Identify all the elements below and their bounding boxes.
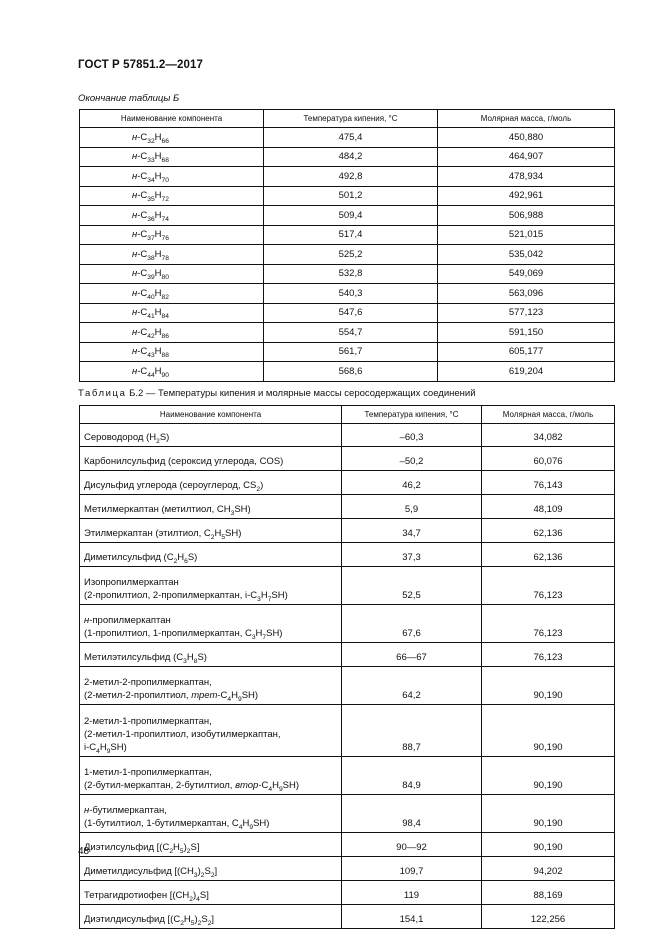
- page-number: 48: [78, 846, 90, 857]
- molar-mass-cell: 76,143: [482, 471, 615, 495]
- table-row: [80, 167, 615, 187]
- table-b2-caption: [78, 388, 476, 399]
- molar-mass-cell: 90,190: [482, 667, 615, 705]
- alkanes-table-body: [80, 128, 615, 382]
- formula-subscript: 7: [262, 634, 267, 641]
- name-text-part: H: [99, 742, 107, 753]
- component-name-cell: [80, 881, 342, 905]
- table-row: [80, 284, 615, 304]
- molar-mass-cell: 591,150: [438, 323, 615, 343]
- molar-mass-cell: 549,069: [438, 264, 615, 284]
- boiling-point-cell: 517,4: [264, 225, 438, 245]
- table-row: [80, 605, 615, 643]
- molar-mass-cell: 478,934: [438, 167, 615, 187]
- formula-subscript: 4: [196, 896, 200, 903]
- boiling-point-cell: 547,6: [264, 303, 438, 323]
- boiling-point-cell: 52,5: [342, 567, 482, 605]
- component-name-cell: $н-C_{44}H_{90}$: [80, 362, 264, 382]
- name-text-part: ): [260, 480, 264, 491]
- name-text-part: Тетрагидротиофен [(CH: [84, 890, 190, 901]
- table-row: [80, 495, 615, 519]
- name-text-part: H: [186, 652, 194, 663]
- molar-mass-cell: 535,042: [438, 245, 615, 265]
- document-header: ГОСТ Р 57851.2—2017: [78, 59, 203, 71]
- name-text-part: SH): [241, 690, 259, 701]
- name-text-part: Изопропилмеркаптан: [84, 577, 179, 588]
- formula-subscript: 4: [268, 786, 273, 793]
- formula-subscript: 2: [186, 848, 191, 855]
- boiling-point-cell: 561,7: [264, 342, 438, 362]
- formula-subscript: 4: [227, 696, 232, 703]
- table-row: [80, 342, 615, 362]
- formula-subscript: 2: [173, 558, 178, 565]
- name-text-part: (1-бутилтиол, 1-бутилмеркаптан, C: [84, 818, 239, 829]
- sulfur-compounds-table-body: [80, 424, 615, 929]
- boiling-point-cell: 64,2: [342, 667, 482, 705]
- component-name-cell: $н-C_{42}H_{86}$: [80, 323, 264, 343]
- component-name-cell: [80, 471, 342, 495]
- table-row: [80, 795, 615, 833]
- name-text-part: -бутилмеркаптан,: [89, 805, 167, 816]
- formula-subscript: 5: [221, 534, 226, 541]
- component-name-cell: [80, 795, 342, 833]
- name-text-part: SH): [266, 628, 283, 639]
- component-name-cell: [80, 605, 342, 643]
- table-row: [80, 471, 615, 495]
- hydrogen-count: 82: [161, 293, 169, 301]
- molar-mass-cell: 450,880: [438, 128, 615, 148]
- table-row: [80, 362, 615, 382]
- formula-subscript: 9: [237, 696, 242, 703]
- hydrogen-count: 78: [161, 254, 169, 262]
- component-name-cell: [80, 447, 342, 471]
- name-italic-part: втор: [235, 780, 259, 791]
- molar-mass-cell: 76,123: [482, 643, 615, 667]
- hydrogen-count: 84: [161, 313, 169, 321]
- normal-prefix: н: [132, 365, 138, 377]
- molar-mass-cell: 94,202: [482, 857, 615, 881]
- name-text-part: Диметилсульфид (C: [84, 552, 174, 563]
- component-name-cell: [80, 495, 342, 519]
- formula-subscript: 2: [200, 872, 205, 879]
- name-text-part: SH): [225, 528, 242, 539]
- name-text-part: Дисульфид углерода (сероуглерод, CS: [84, 480, 257, 491]
- component-name-cell: $н-C_{37}H_{76}$: [80, 225, 264, 245]
- formula-subscript: 2: [169, 848, 174, 855]
- component-name-cell: [80, 543, 342, 567]
- formula-subscript: 2: [189, 896, 193, 903]
- name-text-part: (2-метил-1-пропилтиол, изобутилмеркаптан,: [84, 729, 281, 740]
- formula-subscript: 3: [257, 596, 261, 603]
- carbon-count: 43: [147, 352, 155, 360]
- boiling-point-cell: 109,7: [342, 857, 482, 881]
- carbon-count: 37: [147, 235, 155, 243]
- column-header-molar-mass: Молярная масса, г/моль: [482, 406, 615, 424]
- formula-subscript: 9: [106, 748, 111, 755]
- carbon-count: 32: [147, 137, 155, 145]
- boiling-point-cell: 67,6: [342, 605, 482, 643]
- boiling-point-cell: 568,6: [264, 362, 438, 382]
- hydrogen-count: 68: [161, 157, 169, 165]
- name-text-part: H: [242, 818, 250, 829]
- molar-mass-cell: 521,015: [438, 225, 615, 245]
- name-text-part: S]: [199, 890, 209, 901]
- boiling-point-cell: –60,3: [342, 424, 482, 447]
- sulfur-compounds-table: [79, 405, 615, 929]
- component-name-cell: [80, 833, 342, 857]
- boiling-point-cell: 492,8: [264, 167, 438, 187]
- hydrogen-count: 88: [161, 352, 169, 360]
- boiling-point-cell: 525,2: [264, 245, 438, 265]
- table-row: [80, 519, 615, 543]
- boiling-point-cell: 540,3: [264, 284, 438, 304]
- boiling-point-cell: 46,2: [342, 471, 482, 495]
- molar-mass-cell: 90,190: [482, 705, 615, 757]
- hydrogen-count: 90: [161, 371, 169, 379]
- table-row: [80, 225, 615, 245]
- normal-prefix: н: [132, 268, 138, 280]
- table-caption-label: Таблица: [78, 388, 127, 399]
- formula-subscript: 3: [251, 634, 256, 641]
- carbon-count: 36: [147, 215, 155, 223]
- formula-subscript: 2: [256, 486, 261, 493]
- normal-prefix: н: [132, 287, 138, 299]
- molar-mass-cell: 76,123: [482, 605, 615, 643]
- table-row: [80, 905, 615, 929]
- molar-mass-cell: 60,076: [482, 447, 615, 471]
- component-name-cell: [80, 567, 342, 605]
- table-row: [80, 643, 615, 667]
- name-text-part: 2-метил-2-пропилмеркаптан,: [84, 677, 212, 688]
- name-text-part: H: [272, 780, 279, 791]
- boiling-point-cell: 119: [342, 881, 482, 905]
- name-text-part: H: [183, 914, 191, 925]
- name-text-part: SH): [271, 590, 288, 601]
- table-row: [80, 543, 615, 567]
- name-text-part: Диэтилдисульфид [(C: [84, 914, 181, 925]
- normal-prefix: н: [132, 248, 138, 260]
- name-text-part: S): [197, 652, 207, 663]
- table-header-row: [80, 110, 615, 128]
- table-row: [80, 881, 615, 905]
- table-continuation-caption: Окончание таблицы Б: [78, 93, 180, 104]
- name-text-part: SH): [234, 504, 251, 515]
- table-row: [80, 147, 615, 167]
- name-italic-part: трет: [191, 690, 218, 701]
- component-name-cell: $н-C_{35}H_{72}$: [80, 186, 264, 206]
- carbon-count: 42: [147, 332, 155, 340]
- molar-mass-cell: 90,190: [482, 795, 615, 833]
- molar-mass-cell: 605,177: [438, 342, 615, 362]
- formula-subscript: 5: [179, 848, 184, 855]
- carbon-count: 38: [147, 254, 155, 262]
- name-text-part: S): [187, 552, 198, 563]
- name-text-part: H: [173, 842, 180, 853]
- component-name-cell: $н-C_{39}H_{80}$: [80, 264, 264, 284]
- molar-mass-cell: 48,109: [482, 495, 615, 519]
- boiling-point-cell: 509,4: [264, 206, 438, 226]
- name-text-part: Диметилдисульфид [(CH: [84, 866, 194, 877]
- name-text-part: S): [159, 432, 170, 443]
- component-name-cell: [80, 905, 342, 929]
- boiling-point-cell: 66—67: [342, 643, 482, 667]
- formula-subscript: 4: [96, 748, 100, 755]
- table-row: [80, 705, 615, 757]
- hydrogen-count: 86: [161, 332, 169, 340]
- name-text-part: Сероводород (H: [84, 432, 157, 443]
- name-text-part: -C: [217, 690, 228, 701]
- formula-subscript: 2: [210, 872, 215, 879]
- hydrogen-count: 80: [161, 274, 169, 282]
- boiling-point-cell: 532,8: [264, 264, 438, 284]
- name-text-part: SH): [282, 780, 300, 791]
- name-text-part: S: [204, 866, 211, 877]
- component-name-cell: $н-C_{41}H_{84}$: [80, 303, 264, 323]
- name-text-part: ): [192, 890, 197, 901]
- table-row: [80, 567, 615, 605]
- boiling-point-cell: 554,7: [264, 323, 438, 343]
- name-text-part: Диэтилсульфид [(C: [84, 842, 170, 853]
- formula-subscript: 6: [184, 558, 188, 565]
- normal-prefix: н: [132, 131, 138, 143]
- component-name-cell: $н-C_{43}H_{88}$: [80, 342, 264, 362]
- hydrogen-count: 72: [161, 196, 169, 204]
- name-text-part: H: [177, 552, 185, 563]
- normal-prefix: н: [132, 307, 138, 319]
- name-text-part: ]: [211, 914, 215, 925]
- formula-subscript: 2: [156, 438, 160, 445]
- hydrogen-count: 66: [161, 137, 169, 145]
- column-header-molar-mass: Молярная масса, г/моль: [438, 110, 615, 128]
- table-header-row: [80, 406, 615, 424]
- table-row: [80, 424, 615, 447]
- boiling-point-cell: 84,9: [342, 757, 482, 795]
- molar-mass-cell: 506,988: [438, 206, 615, 226]
- molar-mass-cell: 492,961: [438, 186, 615, 206]
- table-row: [80, 303, 615, 323]
- formula-subscript: 2: [180, 920, 184, 927]
- name-text-part: ]: [214, 866, 218, 877]
- name-text-part: S: [201, 914, 208, 925]
- normal-prefix: н: [132, 209, 138, 221]
- name-text-part: H: [214, 528, 222, 539]
- molar-mass-cell: 90,190: [482, 757, 615, 795]
- name-text-part: ): [183, 842, 187, 853]
- column-header-name: Наименование компонента: [80, 110, 264, 128]
- carbon-count: 41: [147, 313, 155, 321]
- boiling-point-cell: 98,4: [342, 795, 482, 833]
- formula-subscript: 2: [210, 534, 215, 541]
- normal-prefix: н: [132, 190, 138, 202]
- boiling-point-cell: –50,2: [342, 447, 482, 471]
- table-row: [80, 757, 615, 795]
- name-italic-part: н: [84, 805, 90, 816]
- formula-subscript: 2: [207, 920, 212, 927]
- name-text-part: i-C: [84, 742, 97, 753]
- alkanes-table: [79, 109, 615, 382]
- table-row: [80, 857, 615, 881]
- boiling-point-cell: 484,2: [264, 147, 438, 167]
- formula-subscript: 8: [193, 658, 198, 665]
- boiling-point-cell: 475,4: [264, 128, 438, 148]
- name-text-part: S]: [190, 842, 200, 853]
- column-header-name: Наименование компонента: [80, 406, 342, 424]
- molar-mass-cell: 563,096: [438, 284, 615, 304]
- name-text-part: Метилмеркаптан (метилтиол, CH: [84, 504, 231, 515]
- component-name-cell: [80, 757, 342, 795]
- boiling-point-cell: 90—92: [342, 833, 482, 857]
- table-row: [80, 323, 615, 343]
- molar-mass-cell: 62,136: [482, 519, 615, 543]
- name-text-part: (2-метил-2-пропилтиол,: [84, 690, 192, 701]
- component-name-cell: $н-C_{34}H_{70}$: [80, 167, 264, 187]
- component-name-cell: [80, 667, 342, 705]
- formula-subscript: 3: [183, 658, 187, 665]
- molar-mass-cell: 62,136: [482, 543, 615, 567]
- name-text-part: ): [197, 866, 201, 877]
- boiling-point-cell: 88,7: [342, 705, 482, 757]
- formula-subscript: 4: [238, 824, 243, 831]
- name-text-part: SH): [110, 742, 127, 753]
- name-text-part: (1-пропилтиол, 1-пропилмеркаптан, C: [84, 628, 252, 639]
- table-row: [80, 245, 615, 265]
- molar-mass-cell: 122,256: [482, 905, 615, 929]
- name-text-part: H: [255, 628, 263, 639]
- formula-subscript: 5: [190, 920, 195, 927]
- component-name-cell: [80, 857, 342, 881]
- component-name-cell: [80, 705, 342, 757]
- component-name-cell: [80, 643, 342, 667]
- formula-subscript: 9: [249, 824, 254, 831]
- name-text-part: Этилмеркаптан (этилтиол, C: [84, 528, 211, 539]
- normal-prefix: н: [132, 326, 138, 338]
- normal-prefix: н: [132, 346, 138, 358]
- column-header-boiling-point: Температура кипения, °С: [342, 406, 482, 424]
- name-text-part: H: [231, 690, 238, 701]
- name-text-part: 1-метил-1-пропилмеркаптан,: [84, 767, 212, 778]
- column-header-boiling-point: Температура кипения, °С: [264, 110, 438, 128]
- hydrogen-count: 70: [161, 176, 169, 184]
- name-text-part: H: [260, 590, 268, 601]
- carbon-count: 39: [147, 274, 155, 282]
- component-name-cell: [80, 519, 342, 543]
- name-italic-part: н: [84, 615, 90, 626]
- molar-mass-cell: 90,190: [482, 833, 615, 857]
- normal-prefix: н: [132, 170, 138, 182]
- component-name-cell: $н-C_{38}H_{78}$: [80, 245, 264, 265]
- carbon-count: 34: [147, 176, 155, 184]
- table-row: [80, 128, 615, 148]
- molar-mass-cell: 88,169: [482, 881, 615, 905]
- table-row: [80, 833, 615, 857]
- molar-mass-cell: 464,907: [438, 147, 615, 167]
- table-caption-text: Б.2 — Температуры кипения и молярные массы серосодержащих соединений: [126, 388, 476, 399]
- name-text-part: -пропилмеркаптан: [89, 615, 171, 626]
- formula-subscript: 3: [193, 872, 198, 879]
- carbon-count: 35: [147, 196, 155, 204]
- component-name-cell: [80, 424, 342, 447]
- formula-subscript: 2: [197, 920, 202, 927]
- component-name-cell: $н-C_{32}H_{66}$: [80, 128, 264, 148]
- table-row: [80, 206, 615, 226]
- table-row: [80, 667, 615, 705]
- boiling-point-cell: 34,7: [342, 519, 482, 543]
- formula-subscript: 3: [230, 510, 235, 517]
- boiling-point-cell: 5,9: [342, 495, 482, 519]
- carbon-count: 33: [147, 157, 155, 165]
- hydrogen-count: 76: [161, 235, 169, 243]
- boiling-point-cell: 501,2: [264, 186, 438, 206]
- normal-prefix: н: [132, 229, 138, 241]
- molar-mass-cell: 577,123: [438, 303, 615, 323]
- hydrogen-count: 74: [161, 215, 169, 223]
- normal-prefix: н: [132, 151, 138, 163]
- molar-mass-cell: 34,082: [482, 424, 615, 447]
- component-name-cell: $н-C_{40}H_{82}$: [80, 284, 264, 304]
- table-row: [80, 447, 615, 471]
- formula-subscript: 7: [267, 596, 272, 603]
- table-row: [80, 264, 615, 284]
- component-name-cell: $н-C_{36}H_{74}$: [80, 206, 264, 226]
- formula-subscript: 9: [278, 786, 283, 793]
- boiling-point-cell: 154,1: [342, 905, 482, 929]
- carbon-count: 44: [147, 371, 155, 379]
- molar-mass-cell: 76,123: [482, 567, 615, 605]
- name-text-part: (2-пропилтиол, 2-пропилмеркаптан, i-C: [84, 590, 258, 601]
- component-name-cell: $н-C_{33}H_{68}$: [80, 147, 264, 167]
- boiling-point-cell: 37,3: [342, 543, 482, 567]
- name-text-part: SH): [253, 818, 270, 829]
- molar-mass-cell: 619,204: [438, 362, 615, 382]
- name-text-part: (2-бутил-меркаптан, 2-бутилтиол,: [84, 780, 236, 791]
- name-text-part: -C: [258, 780, 269, 791]
- name-text-part: ): [194, 914, 198, 925]
- name-text-part: Карбонилсульфид (сероксид углерода, COS): [84, 456, 284, 467]
- name-text-part: Метилэтилсульфид (C: [84, 652, 184, 663]
- carbon-count: 40: [147, 293, 155, 301]
- table-row: [80, 186, 615, 206]
- name-text-part: 2-метил-1-пропилмеркаптан,: [84, 716, 212, 727]
